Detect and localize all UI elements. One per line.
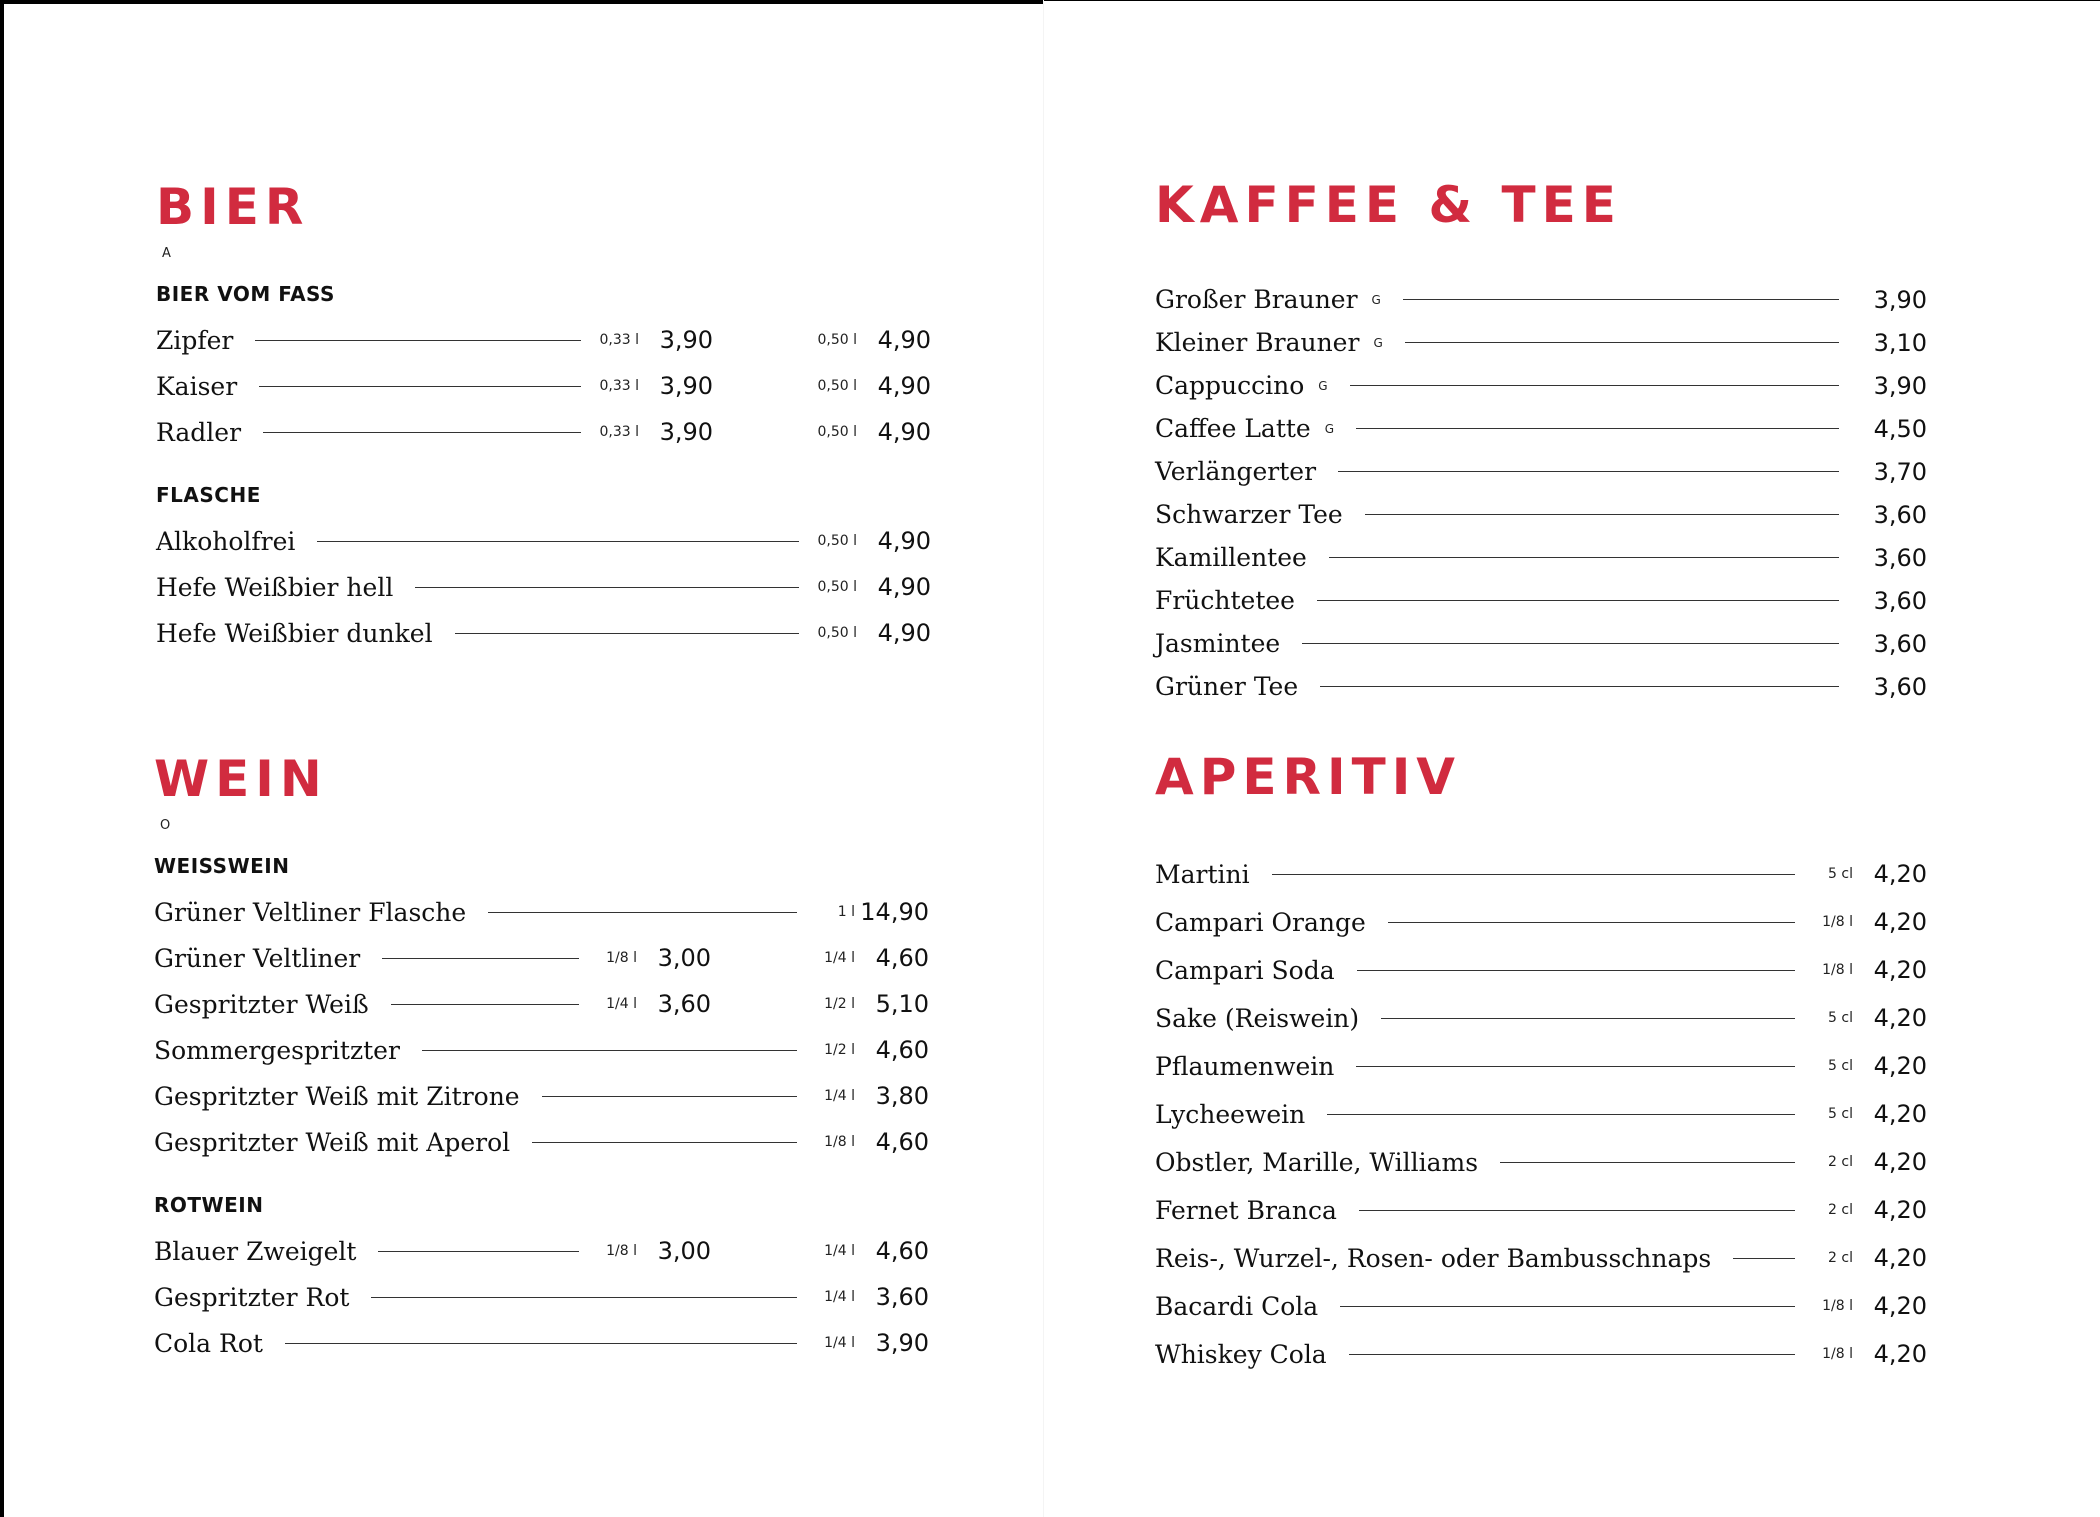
leader-line bbox=[255, 340, 581, 341]
menu-item bbox=[1155, 579, 1927, 622]
menu-item bbox=[154, 981, 929, 1027]
subsection-title: WEISSWEIN bbox=[154, 854, 290, 878]
item-price: 4,90 bbox=[877, 573, 931, 601]
item-price: 4,60 bbox=[875, 944, 929, 972]
item-volume: 0,50 l bbox=[817, 625, 857, 641]
leader-line bbox=[382, 958, 579, 959]
item-volume: 0,33 l bbox=[599, 332, 639, 348]
menu-item bbox=[154, 935, 929, 981]
allergen-icon: G bbox=[1318, 378, 1328, 393]
leader-line bbox=[1356, 428, 1839, 429]
menu-item bbox=[156, 409, 931, 455]
leader-line bbox=[532, 1142, 797, 1143]
item-volume: 1/4 l bbox=[824, 1335, 855, 1351]
item-name: Hefe Weißbier hell bbox=[156, 572, 394, 602]
item-volume: 2 cl bbox=[1828, 1154, 1853, 1170]
item-price: 3,60 bbox=[1873, 586, 1927, 615]
menu-item bbox=[1155, 321, 1927, 364]
leader-line bbox=[1338, 471, 1839, 472]
item-volume: 5 cl bbox=[1828, 1106, 1853, 1122]
item-volume: 2 cl bbox=[1828, 1250, 1853, 1266]
item-price: 4,20 bbox=[1873, 1244, 1927, 1272]
item-price: 3,60 bbox=[1873, 500, 1927, 529]
leader-line bbox=[1733, 1258, 1795, 1259]
item-volume: 1 l bbox=[837, 904, 855, 920]
item-price: 3,60 bbox=[875, 1283, 929, 1311]
item-price: 3,80 bbox=[875, 1082, 929, 1110]
item-price: 3,90 bbox=[875, 1329, 929, 1357]
item-name: Hefe Weißbier dunkel bbox=[156, 618, 433, 648]
menu-item bbox=[154, 1274, 929, 1320]
menu-item bbox=[1155, 1186, 1927, 1234]
item-volume: 1/8 l bbox=[1822, 1346, 1853, 1362]
item-name: Radler bbox=[156, 417, 242, 447]
subsection-title: FLASCHE bbox=[156, 483, 261, 507]
item-volume: 5 cl bbox=[1828, 1010, 1853, 1026]
item-price: 3,70 bbox=[1873, 457, 1927, 486]
item-name: Alkoholfrei bbox=[156, 526, 296, 556]
item-name: Obstler, Marille, Williams bbox=[1155, 1147, 1479, 1177]
menu-item bbox=[156, 317, 931, 363]
menu-item bbox=[154, 1228, 929, 1274]
item-price: 4,50 bbox=[1873, 414, 1927, 443]
item-price: 4,20 bbox=[1873, 860, 1927, 888]
item-price: 3,90 bbox=[659, 418, 713, 446]
item-volume: 1/4 l bbox=[606, 996, 637, 1012]
item-volume: 1/8 l bbox=[606, 950, 637, 966]
leader-line bbox=[263, 432, 581, 433]
item-price: 4,60 bbox=[875, 1128, 929, 1156]
item-name: Campari Orange bbox=[1155, 907, 1366, 937]
section-wein bbox=[154, 750, 929, 1366]
menu-item bbox=[1155, 1282, 1927, 1330]
item-name: Gespritzter Weiß mit Aperol bbox=[154, 1127, 511, 1157]
item-name: Pflaumenwein bbox=[1155, 1051, 1335, 1081]
item-volume: 1/8 l bbox=[606, 1243, 637, 1259]
leader-line bbox=[1356, 1066, 1795, 1067]
menu-item bbox=[154, 1320, 929, 1366]
menu-item bbox=[1155, 1234, 1927, 1282]
item-price: 14,90 bbox=[860, 898, 929, 926]
page-border-top bbox=[0, 0, 1043, 4]
item-price: 3,60 bbox=[657, 990, 711, 1018]
item-volume: 5 cl bbox=[1828, 866, 1853, 882]
leader-line bbox=[285, 1343, 797, 1344]
section-aperitiv bbox=[1155, 748, 1927, 1378]
leader-line bbox=[1500, 1162, 1795, 1163]
item-price: 4,60 bbox=[875, 1036, 929, 1064]
leader-line bbox=[378, 1251, 579, 1252]
menu-item bbox=[1155, 1042, 1927, 1090]
item-name: Bacardi Cola bbox=[1155, 1291, 1319, 1321]
item-volume: 1/8 l bbox=[1822, 914, 1853, 930]
section-title: APERITIV bbox=[1155, 748, 1462, 806]
leader-line bbox=[317, 541, 799, 542]
page-border-top-right bbox=[1043, 0, 2100, 1]
menu-item bbox=[1155, 493, 1927, 536]
menu-item bbox=[156, 564, 931, 610]
item-price: 3,00 bbox=[657, 944, 711, 972]
leader-line bbox=[488, 912, 797, 913]
item-volume: 0,50 l bbox=[817, 378, 857, 394]
item-name: Sommergespritzter bbox=[154, 1035, 400, 1065]
menu-item bbox=[1155, 994, 1927, 1042]
item-name: Sake (Reiswein) bbox=[1155, 1003, 1360, 1033]
leader-line bbox=[1272, 874, 1795, 875]
item-price: 4,20 bbox=[1873, 956, 1927, 984]
item-name: Campari Soda bbox=[1155, 955, 1335, 985]
item-name: Grüner Veltliner Flasche bbox=[154, 897, 467, 927]
menu-item bbox=[154, 1027, 929, 1073]
item-price: 3,90 bbox=[1873, 371, 1927, 400]
menu-item bbox=[1155, 278, 1927, 321]
item-price: 4,20 bbox=[1873, 1148, 1927, 1176]
item-price: 4,20 bbox=[1873, 1340, 1927, 1368]
item-name: Gespritzter Weiß bbox=[154, 989, 369, 1019]
item-price: 3,00 bbox=[657, 1237, 711, 1265]
section-bier bbox=[156, 178, 931, 656]
item-price: 4,20 bbox=[1873, 1292, 1927, 1320]
subsection-title: ROTWEIN bbox=[154, 1193, 264, 1217]
leader-line bbox=[1388, 922, 1795, 923]
item-name: Kleiner Brauner bbox=[1155, 328, 1360, 357]
item-price: 3,90 bbox=[659, 326, 713, 354]
menu-item bbox=[1155, 364, 1927, 407]
section-kaffee-tee bbox=[1155, 176, 1927, 708]
page-fold bbox=[1043, 0, 1044, 1517]
menu-item bbox=[1155, 1330, 1927, 1378]
item-price: 4,90 bbox=[877, 527, 931, 555]
item-name: Verlängerter bbox=[1155, 457, 1317, 486]
item-volume: 1/4 l bbox=[824, 950, 855, 966]
item-name: Martini bbox=[1155, 859, 1250, 889]
menu-item bbox=[1155, 1090, 1927, 1138]
item-name: Caffee Latte bbox=[1155, 414, 1311, 443]
item-name: Zipfer bbox=[156, 325, 234, 355]
item-volume: 0,50 l bbox=[817, 533, 857, 549]
item-price: 3,60 bbox=[1873, 672, 1927, 701]
item-price: 4,60 bbox=[875, 1237, 929, 1265]
menu-item bbox=[1155, 1138, 1927, 1186]
item-volume: 1/8 l bbox=[824, 1134, 855, 1150]
menu-item bbox=[156, 518, 931, 564]
item-name: Cappuccino bbox=[1155, 371, 1305, 400]
leader-line bbox=[1365, 514, 1839, 515]
leader-line bbox=[1349, 1354, 1795, 1355]
item-volume: 1/4 l bbox=[824, 1088, 855, 1104]
leader-line bbox=[1327, 1114, 1795, 1115]
leader-line bbox=[1359, 1210, 1795, 1211]
item-volume: 2 cl bbox=[1828, 1202, 1853, 1218]
item-name: Reis-, Wurzel-, Rosen- oder Bambusschnaps bbox=[1155, 1243, 1712, 1273]
menu-item bbox=[156, 610, 931, 656]
item-name: Fernet Branca bbox=[1155, 1195, 1337, 1225]
item-price: 3,90 bbox=[1873, 285, 1927, 314]
item-price: 3,60 bbox=[1873, 629, 1927, 658]
item-volume: 1/4 l bbox=[824, 1289, 855, 1305]
leader-line bbox=[1340, 1306, 1795, 1307]
item-name: Gespritzter Rot bbox=[154, 1282, 350, 1312]
item-price: 3,10 bbox=[1873, 328, 1927, 357]
menu-item bbox=[1155, 850, 1927, 898]
leader-line bbox=[542, 1096, 797, 1097]
item-price: 4,20 bbox=[1873, 1004, 1927, 1032]
leader-line bbox=[1403, 299, 1839, 300]
item-name: Blauer Zweigelt bbox=[154, 1236, 357, 1266]
item-volume: 0,50 l bbox=[817, 332, 857, 348]
menu-item bbox=[1155, 407, 1927, 450]
item-volume: 1/8 l bbox=[1822, 962, 1853, 978]
item-volume: 1/8 l bbox=[1822, 1298, 1853, 1314]
item-volume: 0,50 l bbox=[817, 424, 857, 440]
item-name: Großer Brauner bbox=[1155, 285, 1358, 314]
leader-line bbox=[422, 1050, 797, 1051]
menu-item bbox=[1155, 536, 1927, 579]
leader-line bbox=[371, 1297, 797, 1298]
item-name: Gespritzter Weiß mit Zitrone bbox=[154, 1081, 520, 1111]
section-note: A bbox=[162, 246, 171, 261]
leader-line bbox=[391, 1004, 579, 1005]
item-volume: 0,33 l bbox=[599, 424, 639, 440]
leader-line bbox=[1302, 643, 1839, 644]
menu-item bbox=[1155, 898, 1927, 946]
item-name: Kamillentee bbox=[1155, 543, 1307, 572]
menu-item bbox=[1155, 622, 1927, 665]
item-name: Lycheewein bbox=[1155, 1099, 1306, 1129]
leader-line bbox=[1405, 342, 1839, 343]
menu-item bbox=[1155, 665, 1927, 708]
allergen-icon: G bbox=[1373, 335, 1383, 350]
menu-item bbox=[1155, 946, 1927, 994]
menu-item bbox=[156, 363, 931, 409]
item-price: 4,20 bbox=[1873, 1196, 1927, 1224]
item-name: Cola Rot bbox=[154, 1328, 263, 1358]
allergen-icon: G bbox=[1324, 421, 1335, 436]
item-price: 4,20 bbox=[1873, 1100, 1927, 1128]
allergen-icon: G bbox=[1371, 292, 1381, 307]
item-name: Whiskey Cola bbox=[1155, 1339, 1327, 1369]
section-title: BIER bbox=[156, 178, 310, 236]
item-volume: 1/4 l bbox=[824, 1243, 855, 1259]
leader-line bbox=[1317, 600, 1839, 601]
item-name: Jasmintee bbox=[1155, 629, 1281, 658]
leader-line bbox=[1329, 557, 1839, 558]
leader-line bbox=[1350, 385, 1839, 386]
section-title: KAFFEE & TEE bbox=[1155, 176, 1622, 234]
item-name: Schwarzer Tee bbox=[1155, 500, 1343, 529]
menu-item bbox=[154, 1073, 929, 1119]
item-price: 5,10 bbox=[875, 990, 929, 1018]
menu-item bbox=[154, 889, 929, 935]
item-price: 4,90 bbox=[877, 418, 931, 446]
item-volume: 0,33 l bbox=[599, 378, 639, 394]
leader-line bbox=[1381, 1018, 1795, 1019]
menu-item bbox=[1155, 450, 1927, 493]
item-price: 4,90 bbox=[877, 619, 931, 647]
item-price: 4,20 bbox=[1873, 908, 1927, 936]
item-name: Kaiser bbox=[156, 371, 238, 401]
menu-item bbox=[154, 1119, 929, 1165]
leader-line bbox=[415, 587, 799, 588]
item-price: 4,90 bbox=[877, 326, 931, 354]
item-price: 4,20 bbox=[1873, 1052, 1927, 1080]
subsection-title: BIER VOM FASS bbox=[156, 282, 335, 306]
item-volume: 0,50 l bbox=[817, 579, 857, 595]
item-price: 3,90 bbox=[659, 372, 713, 400]
item-name: Früchtetee bbox=[1155, 586, 1295, 615]
item-name: Grüner Veltliner bbox=[154, 943, 361, 973]
section-note: O bbox=[160, 818, 171, 833]
leader-line bbox=[259, 386, 581, 387]
item-volume: 1/2 l bbox=[824, 996, 855, 1012]
item-volume: 5 cl bbox=[1828, 1058, 1853, 1074]
item-volume: 1/2 l bbox=[824, 1042, 855, 1058]
section-title: WEIN bbox=[154, 750, 328, 808]
item-price: 3,60 bbox=[1873, 543, 1927, 572]
page-border-left bbox=[0, 0, 4, 1517]
leader-line bbox=[1357, 970, 1795, 971]
leader-line bbox=[455, 633, 799, 634]
item-price: 4,90 bbox=[877, 372, 931, 400]
item-name: Grüner Tee bbox=[1155, 672, 1299, 701]
leader-line bbox=[1320, 686, 1839, 687]
